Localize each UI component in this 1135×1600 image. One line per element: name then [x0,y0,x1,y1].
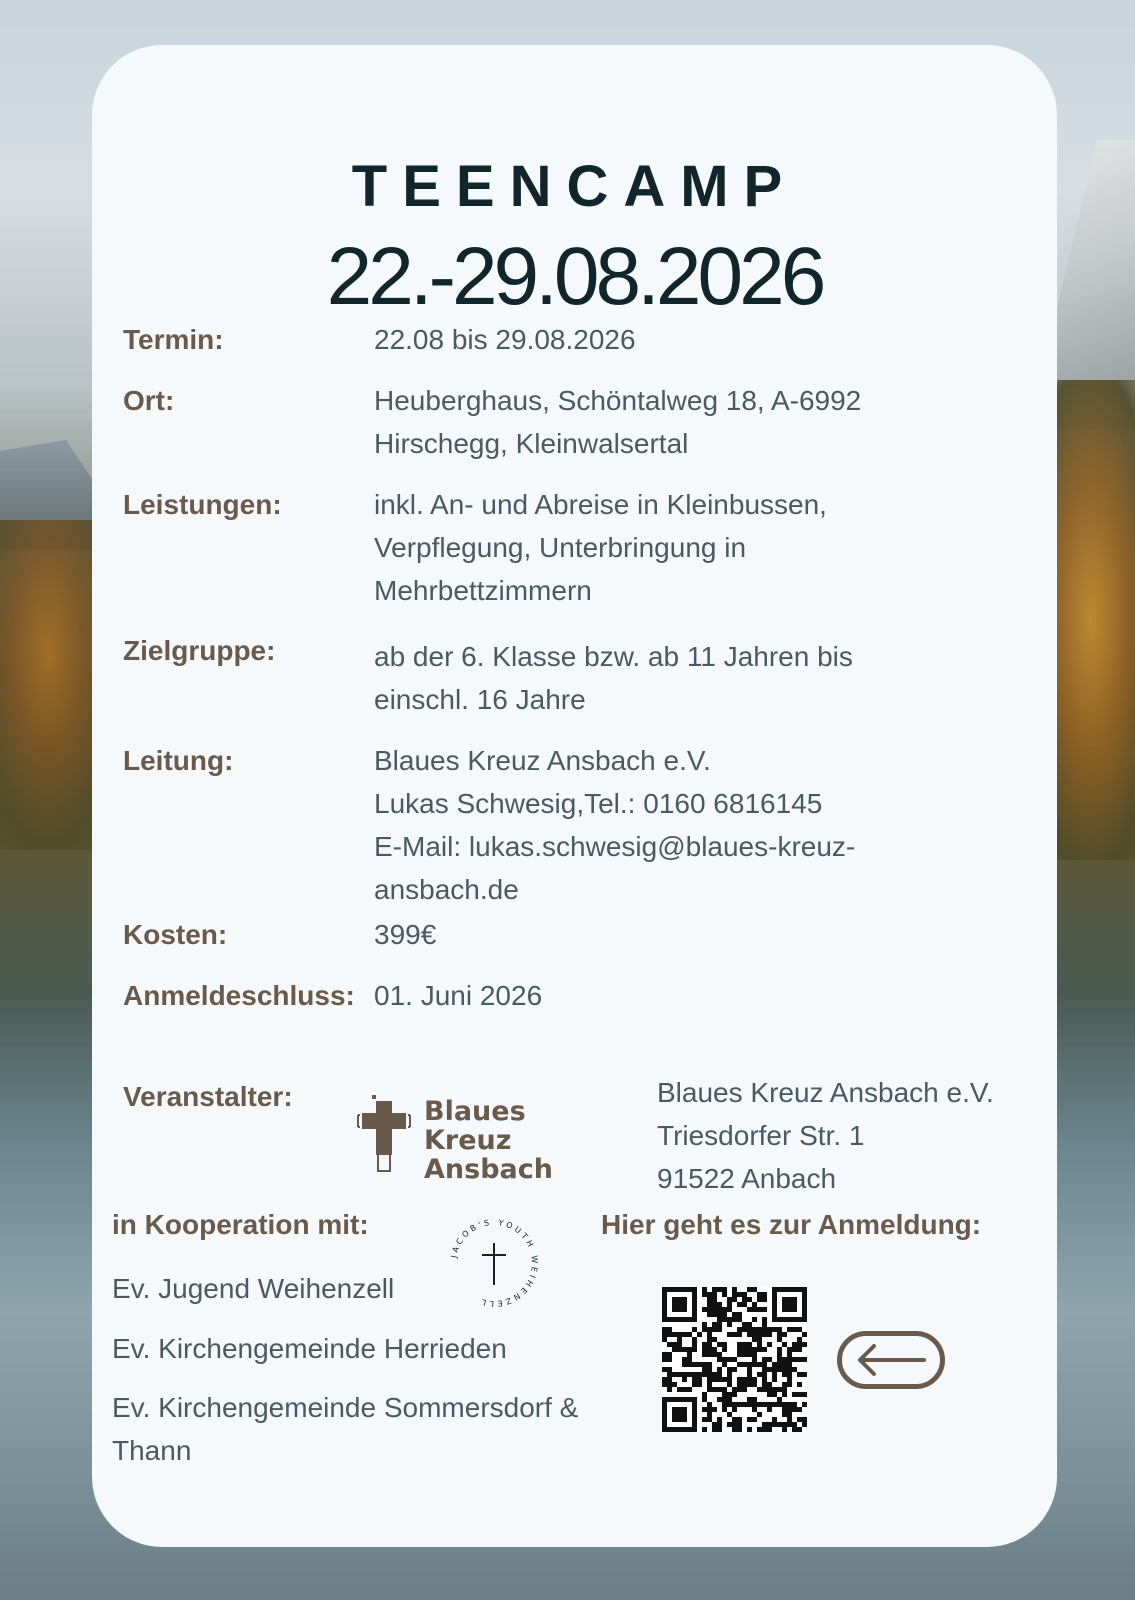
cross-circle-icon [444,1213,544,1313]
leistungen-line: Verpflegung, Unterbringung in [374,532,747,563]
arrow-left-glyph [842,1336,940,1384]
qr-code-icon[interactable] [662,1287,807,1432]
kosten-value [374,913,1014,956]
qr-code-graphic [662,1287,807,1432]
leitung-value [374,739,1014,911]
leistungen-value [374,483,1014,612]
signup-label: Hier geht es zur Anmeldung: [601,1209,982,1240]
anmeldeschluss-label: Anmeldeschluss: [123,980,355,1011]
anmeldeschluss-value [374,974,1014,1017]
veranstalter-label: Veranstalter: [123,1081,293,1112]
ort-line: Heuberghaus, Schöntalweg 18, A-6992 [374,385,862,416]
leitung-line: Lukas Schwesig,Tel.: 0160 6816145 [374,788,823,819]
cross-logo-icon [354,1093,414,1173]
termin-line: 22.08 bis 29.08.2026 [374,324,636,355]
zielgruppe-line: ab der 6. Klasse bzw. ab 11 Jahren bis [374,641,853,672]
kosten-line: 399€ [374,919,437,950]
organizer-address [657,1071,994,1200]
partner-line: Thann [112,1435,192,1466]
zielgruppe-value [374,635,1014,721]
ort-line: Hirschegg, Kleinwalsertal [374,428,689,459]
logo-text-line: Ansbach [424,1154,553,1185]
address-line: Blaues Kreuz Ansbach e.V. [657,1077,994,1108]
info-card [92,45,1057,1547]
address-line: 91522 Anbach [657,1163,837,1194]
termin-label: Termin: [123,324,224,355]
termin-value [374,318,1014,361]
zielgruppe-line: einschl. 16 Jahre [374,684,586,715]
leistungen-label: Leistungen: [123,489,282,520]
leistungen-line: inkl. An- und Abreise in Kleinbussen, [374,489,827,520]
address-line: Triesdorfer Str. 1 [657,1120,865,1151]
leitung-email-line: E-Mail: lukas.schwesig@blaues-kreuz- [374,831,856,862]
logo-text-line: Blaues Kreuz [424,1096,526,1156]
partner-item: Ev. Kirchengemeinde Herrieden [112,1333,507,1364]
kosten-label: Kosten: [123,919,228,950]
jacobs-youth-logo [444,1213,544,1313]
ort-value [374,379,1014,465]
leitung-line: Blaues Kreuz Ansbach e.V. [374,745,711,776]
partner-line: Ev. Kirchengemeinde Sommersdorf & [112,1392,579,1423]
partner-item [112,1386,632,1472]
arrow-left-icon[interactable] [837,1331,945,1389]
blaues-kreuz-logo [354,1093,614,1185]
cooperation-label: in Kooperation mit: [112,1209,369,1240]
anmeldeschluss-line: 01. Juni 2026 [374,980,543,1011]
leistungen-line: Mehrbettzimmern [374,575,592,606]
logo-wordmark [424,1097,614,1184]
leitung-label: Leitung: [123,745,234,776]
ort-label: Ort: [123,385,175,416]
event-title: TEENCAMP [351,154,798,219]
zielgruppe-label: Zielgruppe: [123,635,276,666]
partner-logo-text: JACOB'S YOUTH WEIHENZELL [449,1217,540,1309]
event-date: 22.-29.08.2026 [326,231,823,322]
leitung-email-line: ansbach.de [374,874,519,905]
partner-item: Ev. Jugend Weihenzell [112,1273,395,1304]
